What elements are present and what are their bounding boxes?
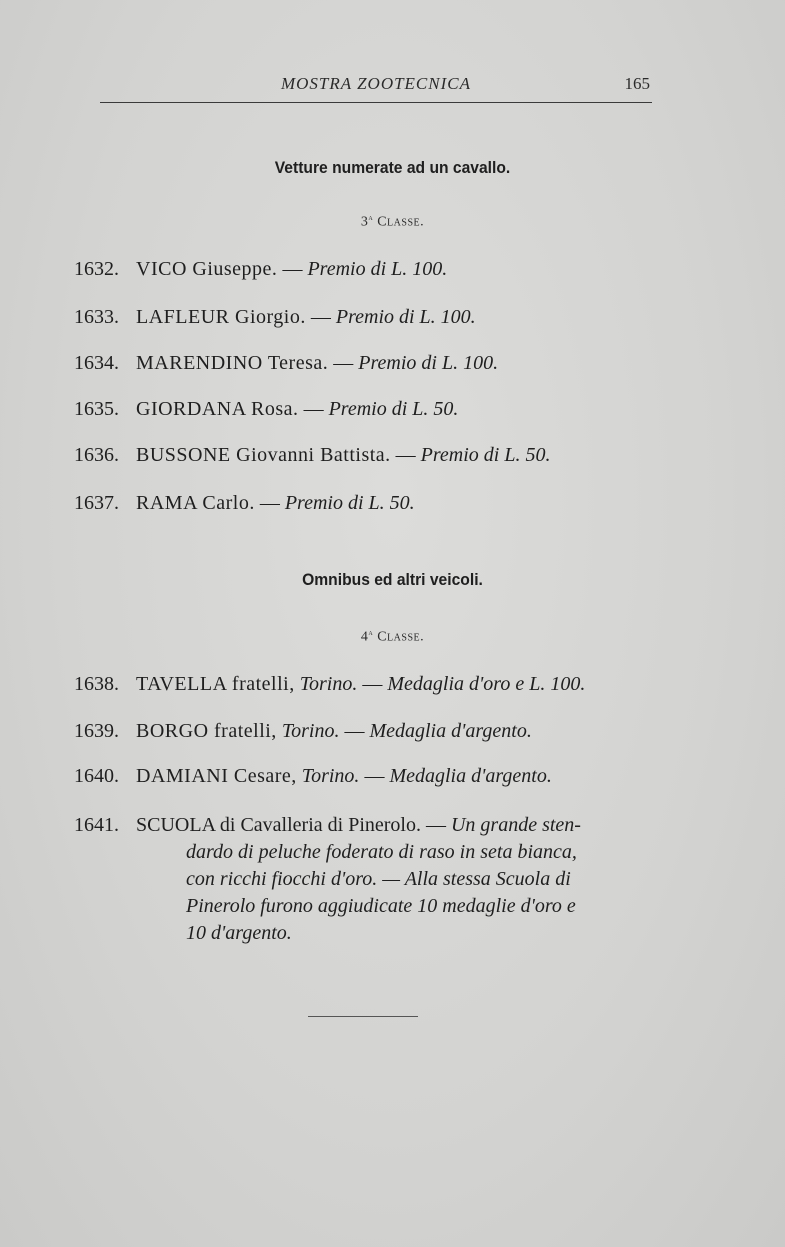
- entry-number: 1632.: [74, 258, 119, 280]
- entry-place: Torino.: [299, 673, 358, 695]
- entry-prize: Premio di L. 100.: [335, 306, 476, 328]
- entry-separator: —: [339, 720, 370, 742]
- section-title-vetture: Vetture numerate ad un cavallo.: [274, 158, 511, 177]
- class-number: 3: [360, 214, 369, 230]
- class-number: 4: [360, 629, 369, 645]
- class-label-4: [0, 627, 785, 646]
- entry-1633: [74, 306, 664, 329]
- entry-number: 1640.: [74, 765, 119, 787]
- entry-description-line: dardo di peluche foderato di raso in seta bianca,: [186, 841, 577, 863]
- class-superscript: a: [368, 212, 374, 222]
- entry-place: Torino.: [281, 720, 340, 742]
- entry-description-lead: Un grande sten-: [450, 814, 581, 836]
- entry-number: 1634.: [74, 352, 119, 374]
- entry-separator: —: [357, 673, 388, 695]
- entry-name: BUSSONE Giovanni Battista.: [136, 444, 391, 466]
- class-word: Classe.: [377, 629, 425, 645]
- entry-number: 1638.: [74, 673, 119, 695]
- class-word: Classe.: [377, 214, 425, 230]
- entry-prize: Medaglia d'argento.: [369, 720, 532, 742]
- entry-1636: [74, 444, 664, 467]
- entry-name: VICO Giuseppe.: [136, 258, 278, 280]
- entry-prize: Premio di L. 100.: [307, 258, 448, 280]
- entry-1635: [74, 398, 664, 421]
- running-header: [100, 72, 652, 103]
- entry-separator: —: [305, 306, 336, 328]
- closing-rule: [308, 1016, 418, 1017]
- entry-name: LAFLEUR Giorgio.: [136, 306, 306, 328]
- entry-prize: Medaglia d'argento.: [389, 765, 552, 787]
- section-title-omnibus: Omnibus ed altri veicoli.: [302, 570, 483, 589]
- running-title: MOSTRA ZOOTECNICA: [280, 74, 471, 93]
- entry-number: 1635.: [74, 398, 119, 420]
- entry-name: TAVELLA fratelli,: [136, 673, 295, 695]
- entry-name: RAMA Carlo.: [136, 492, 255, 514]
- entry-number: 1639.: [74, 720, 119, 742]
- entry-number: 1636.: [74, 444, 119, 466]
- entry-1638: [74, 673, 664, 696]
- entry-description-line: 10 d'argento.: [186, 922, 292, 944]
- entry-number: 1637.: [74, 492, 119, 514]
- entry-separator: —: [359, 765, 390, 787]
- entry-1632: [74, 258, 664, 281]
- entry-name: DAMIANI Cesare,: [136, 765, 297, 787]
- entry-name: MARENDINO Teresa.: [136, 352, 329, 374]
- entry-description-line: con ricchi fiocchi d'oro. — Alla stessa Scuola di: [186, 868, 571, 890]
- entry-separator: —: [298, 398, 329, 420]
- entry-description-line: Pinerolo furono aggiudicate 10 medaglie d'oro e: [186, 895, 576, 917]
- entry-1639: [74, 720, 664, 743]
- entry-separator: —: [277, 258, 308, 280]
- entry-separator: —: [420, 814, 451, 836]
- entry-number: 1633.: [74, 306, 119, 328]
- entry-separator: —: [328, 352, 359, 374]
- entry-name: BORGO fratelli,: [136, 720, 277, 742]
- entry-separator: —: [390, 444, 421, 466]
- entry-prize: Medaglia d'oro e L. 100.: [387, 673, 586, 695]
- entry-prize: Premio di L. 100.: [358, 352, 499, 374]
- entry-number: 1641.: [74, 814, 119, 836]
- entry-prize: Premio di L. 50.: [420, 444, 551, 466]
- class-label-3: [0, 212, 785, 231]
- class-superscript: a: [368, 627, 374, 637]
- entry-prize: Premio di L. 50.: [284, 492, 415, 514]
- entry-place: Torino.: [301, 765, 360, 787]
- entry-1634: [74, 352, 664, 375]
- entry-prize: Premio di L. 50.: [328, 398, 459, 420]
- entry-1640: [74, 765, 664, 788]
- page-number: 165: [624, 74, 650, 93]
- entry-separator: —: [254, 492, 285, 514]
- entry-1637: [74, 492, 664, 515]
- entry-name: GIORDANA Rosa.: [136, 398, 299, 420]
- entry-1641: [74, 812, 664, 947]
- entry-name: SCUOLA di Cavalleria di Pinerolo.: [136, 814, 421, 836]
